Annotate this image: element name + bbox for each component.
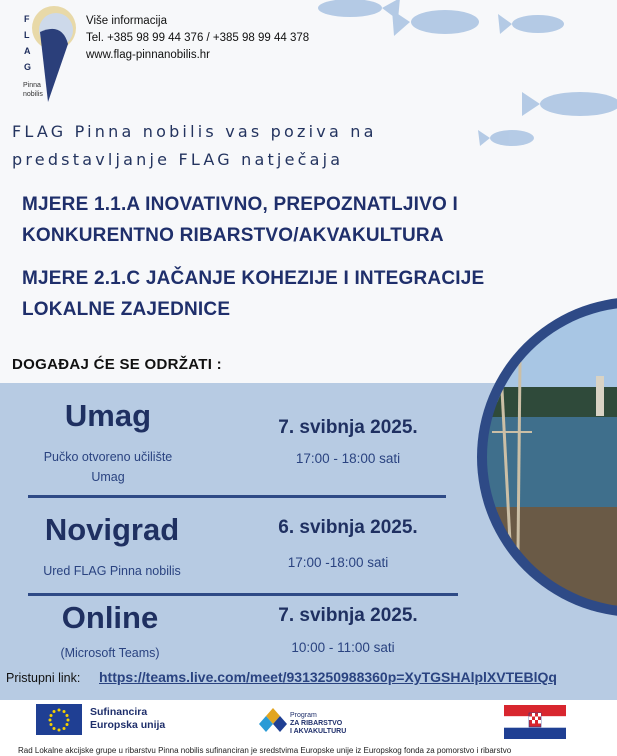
contact-phone: Tel. +385 98 99 44 376 / +385 98 99 44 378 [86, 32, 310, 44]
logo-letter: A [24, 46, 32, 56]
event-time: 10:00 - 11:00 sati [291, 640, 395, 655]
event-time: 17:00 -18:00 sati [287, 555, 389, 570]
contact-website[interactable]: www.flag-pinnanobilis.hr [86, 49, 211, 61]
event-venue: Pučko otvoreno učilište [43, 450, 173, 464]
divider [28, 495, 446, 498]
event-venue: Umag [91, 470, 125, 484]
seaside-photo [472, 292, 617, 622]
event-venue: Ured FLAG Pinna nobilis [43, 564, 181, 578]
eu-cofinanced-label: Sufinancira Europska unija [90, 706, 166, 731]
eu-flag-icon [36, 704, 82, 735]
program-label: Program ZA RIBARSTVO I AKVAKULTURU [290, 712, 347, 735]
divider [28, 593, 458, 596]
access-link-label: Pristupni link: [6, 671, 81, 685]
logo-caption: Pinna [23, 82, 41, 89]
event-date: 7. svibnja 2025. [278, 417, 418, 438]
logo-letter: L [24, 30, 31, 40]
funding-disclaimer: Rad Lokalne akcijske grupe u ribarstvu Pinna nobilis sufinanciran je sredstvima Europske unije iz Europskog fonda za pomorstvo i ribarstvo [18, 746, 512, 755]
event-venue: (Microsoft Teams) [60, 646, 160, 660]
event-time: 17:00 - 18:00 sati [295, 451, 401, 466]
teams-meeting-link[interactable]: https://teams.live.com/meet/9313250988360p=XyTGSHAlplXVTEBlQq [99, 669, 557, 685]
event-city-umag: Umag [64, 398, 152, 433]
logo-caption: nobilis [23, 91, 43, 98]
measure-title: LOKALNE ZAJEDNICE [22, 299, 231, 320]
measure-title: MJERE 2.1.C JAČANJE KOHEZIJE I INTEGRACIJE [22, 268, 485, 289]
fish-decoration [300, 0, 617, 180]
measure-title: MJERE 1.1.A INOVATIVNO, PREPOZNATLJIVO I [22, 194, 458, 215]
logo-letter: F [24, 14, 31, 24]
event-city-online: Online [61, 600, 159, 635]
event-date: 6. svibnja 2025. [278, 517, 418, 538]
program-logo-icon [258, 706, 288, 734]
flag-logo [18, 2, 76, 106]
event-city-novigrad: Novigrad [44, 512, 180, 547]
logo-letter: G [24, 62, 33, 72]
contact-title: Više informacija [86, 15, 167, 27]
events-heading: DOGAĐAJ ĆE SE ODRŽATI : [12, 356, 222, 373]
croatia-flag-icon [504, 705, 566, 739]
intro-line: predstavljanje FLAG natječaja [12, 150, 344, 169]
measure-title: KONKURENTNO RIBARSTVO/AKVAKULTURA [22, 225, 444, 246]
event-date: 7. svibnja 2025. [278, 605, 418, 626]
intro-line: FLAG Pinna nobilis vas poziva na [12, 122, 377, 141]
